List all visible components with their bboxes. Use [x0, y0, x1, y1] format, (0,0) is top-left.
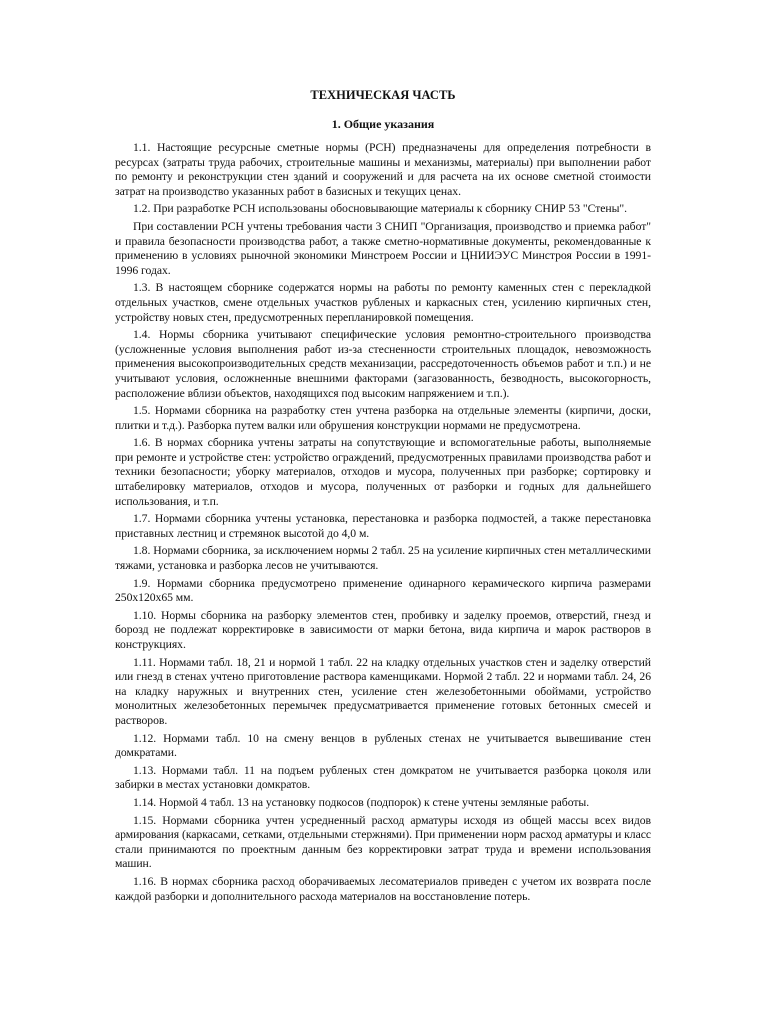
paragraph-1-1: 1.1. Настоящие ресурсные сметные нормы (РСН) предназначены для определения потребности в ресурсах (затраты труда рабочих, строительные машины и механизмы, материалы) при выполнении работ по ремонту и реконструкции стен зданий и сооружений и для расчета на их основе сметной стоимости затрат на производство указанных работ в базисных и текущих ценах. — [115, 141, 651, 198]
paragraph-1-12: 1.12. Нормами табл. 10 на смену венцов в рубленых стенах не учитывается вывешивание стен домкратами. — [115, 731, 651, 760]
paragraph-1-14: 1.14. Нормой 4 табл. 13 на установку подкосов (подпорок) к стене учтены земляные работы. — [133, 795, 590, 809]
document-title: ТЕХНИЧЕСКАЯ ЧАСТЬ — [310, 88, 456, 102]
paragraph-1-9: 1.9. Нормами сборника предусмотрено применение одинарного керамического кирпича размерами 250х120х65 мм. — [115, 576, 651, 605]
paragraph-1-6: 1.6. В нормах сборника учтены затраты на сопутствующие и вспомогательные работы, выполняемые при ремонте и устройстве стен: устройство ограждений, предусмотренных правилами производства работ и техники безопасности; уборку материалов, отходов и мусора, полученных при разборке; сортировку и штабелировку материалов, отходов и мусора, полученных от разборки и годных для дальнейшего использования, и т.п. — [115, 436, 651, 508]
paragraph-1-7: 1.7. Нормами сборника учтены установка, перестановка и разборка подмостей, а также перестановка приставных лестниц и стремянок высотой до 4,0 м. — [115, 512, 651, 540]
paragraph-1-3: 1.3. В настоящем сборнике содержатся нормы на работы по ремонту каменных стен с перекладкой отдельных участков, смене отдельных участков рубленых и каркасных стен, усилению кирпичных стен, устройству новых стен, предусмотренных перепланировкой помещения. — [115, 281, 651, 324]
paragraph-1-8: 1.8. Нормами сборника, за исключением нормы 2 табл. 25 на усиление кирпичных стен металлическими тяжами, установка и разборка лесов не учитываются. — [115, 544, 651, 573]
paragraph-1-11: 1.11. Нормами табл. 18, 21 и нормой 1 табл. 22 на кладку отдельных участков стен и заделку отверстий или гнезд в стенах учтено приготовление раствора каменщиками. Нормой 2 табл. 22 и нормами табл. 24, 26 на кладку наружных и внутренних стен, усиление стен железобетонными обоймами, устройство монолитных железобетонных перемычек предусматривается применение готовых бетонных смесей и растворов. — [115, 655, 651, 727]
paragraph-1-2-continued: При составлении РСН учтены требования части 3 СНИП "Организация, производство и приемка работ" и правила безопасности производства работ, а также сметно-нормативные документы, рекомендованные к применению в условиях рыночной экономики Минстроем России и ЦНИИЭУС Минстроя России в 1991-1996 годах. — [115, 219, 651, 277]
paragraph-1-2: 1.2. При разработке РСН использованы обосновывающие материалы к сборнику СНИР 53 "Стены". — [133, 202, 627, 216]
paragraph-1-15: 1.15. Нормами сборника учтен усредненный расход арматуры исходя из общей массы всех видов армирования (каркасами, сетками, отдельными стержнями). При применении норм расход арматуры и класс стали принимаются по проектным данным без корректировки затрат труда и времени использования машин. — [115, 813, 651, 871]
paragraph-1-16: 1.16. В нормах сборника расход оборачиваемых лесоматериалов приведен с учетом их возврата после каждой разборки и дополнительного расхода материалов на восстановление потерь. — [115, 874, 651, 903]
document-body — [115, 141, 651, 907]
paragraph-1-13: 1.13. Нормами табл. 11 на подъем рубленых стен домкратом не учитывается разборка цоколя или забирки в местах установки домкратов. — [115, 763, 651, 792]
paragraph-1-10: 1.10. Нормы сборника на разборку элементов стен, пробивку и заделку проемов, отверстий, гнезд и борозд не подлежат корректировке в зависимости от марки бетона, вида кирпича и марок растворов в конструкциях. — [115, 608, 651, 651]
section-heading: 1. Общие указания — [331, 117, 435, 131]
paragraph-1-4: 1.4. Нормы сборника учитывают специфические условия ремонтно-строительного производства (усложненные условия выполнения работ из-за стесненности строительных площадок, невозможность применения высокопроизводительных средств механизации, рассредоточенность объемов работ и т.п.) и не учитывают условия, осложненные внешними факторами (загазованность, безводность, высокогорность, расположение вблизи объектов, находящихся под высоким напряжением и т.п.). — [115, 328, 651, 400]
paragraph-1-5: 1.5. Нормами сборника на разработку стен учтена разборка на отдельные элементы (кирпичи, доски, плитки и т.д.). Разборка путем валки или обрушения конструкции нормами не предусмотрена. — [115, 404, 651, 432]
